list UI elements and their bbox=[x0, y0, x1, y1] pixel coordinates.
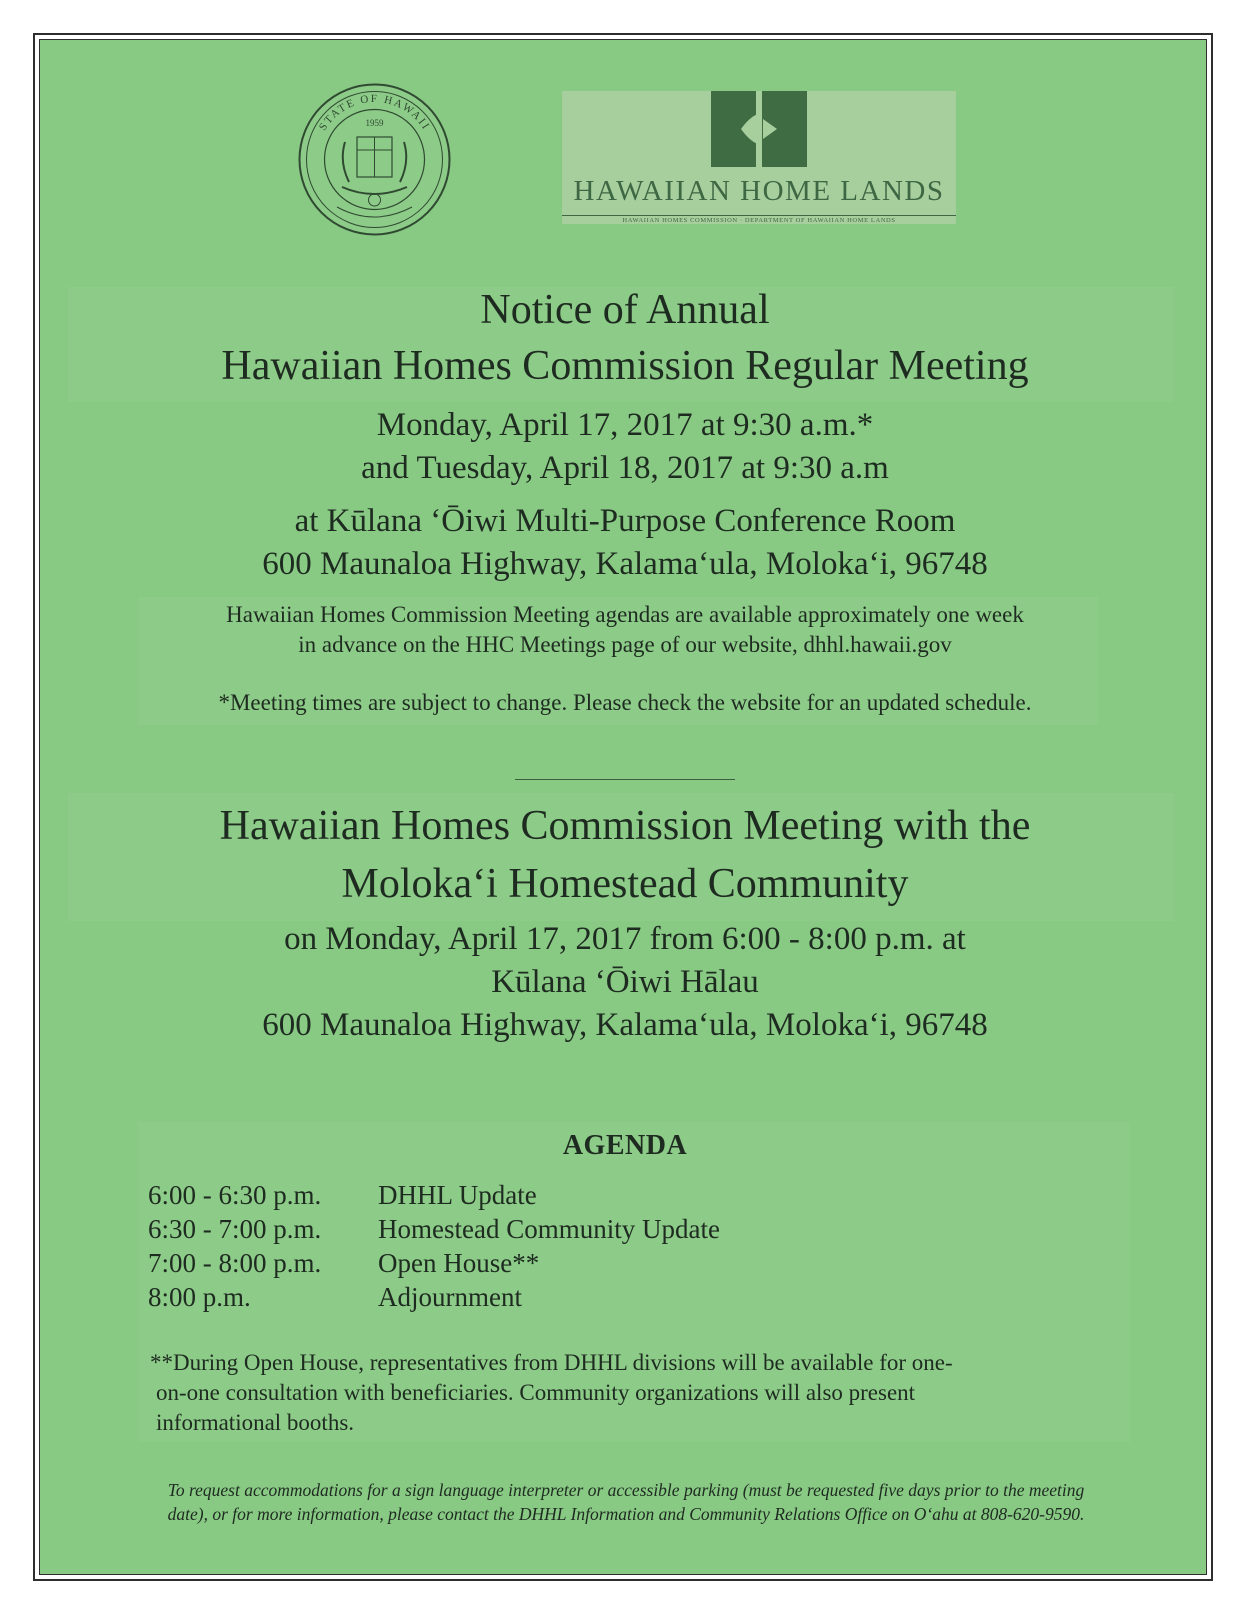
leaf-icon bbox=[711, 91, 807, 167]
community-venue-line: Kūlana ʻŌiwi Hālau bbox=[491, 964, 759, 1000]
agenda-item: Homestead Community Update bbox=[378, 1214, 720, 1244]
agenda-item: Adjournment bbox=[378, 1282, 522, 1312]
open-house-note-line3: informational booths. bbox=[156, 1410, 355, 1435]
community-title-line2: Molokaʻi Homestead Community bbox=[341, 861, 909, 907]
logo-name: HAWAIIAN HOME LANDS bbox=[573, 175, 945, 207]
notice-info-line1: Hawaiian Homes Commission Meeting agendas are available approximately one week bbox=[226, 602, 1024, 627]
svg-text:STATE OF HAWAII: STATE OF HAWAII bbox=[316, 92, 433, 133]
hawaiian-home-lands-logo bbox=[562, 91, 956, 224]
notice-location-line2: 600 Maunaloa Highway, Kalamaʻula, Molokaʻi, 96748 bbox=[262, 546, 988, 582]
agenda-time: 6:00 - 6:30 p.m. bbox=[148, 1180, 322, 1210]
state-seal-icon bbox=[297, 82, 452, 237]
agenda-item: Open House** bbox=[378, 1248, 540, 1278]
notice-date-line1: Monday, April 17, 2017 at 9:30 a.m.* bbox=[376, 407, 874, 443]
section-divider bbox=[515, 779, 735, 780]
community-date-line: on Monday, April 17, 2017 from 6:00 - 8:00 p.m. at bbox=[284, 921, 966, 957]
agenda-item: DHHL Update bbox=[378, 1180, 537, 1210]
open-house-note-line2: on-one consultation with beneficiaries. Community organizations will also present bbox=[156, 1380, 916, 1405]
notice-info-line2: in advance on the HHC Meetings page of our website, dhhl.hawaii.gov bbox=[298, 632, 952, 657]
agenda-time: 8:00 p.m. bbox=[148, 1282, 251, 1312]
logo-mark bbox=[711, 91, 807, 167]
notice-title-line1: Notice of Annual bbox=[480, 287, 770, 333]
agenda-title: AGENDA bbox=[562, 1130, 688, 1161]
agenda-time: 6:30 - 7:00 p.m. bbox=[148, 1214, 322, 1244]
svg-text:1959: 1959 bbox=[365, 118, 384, 128]
community-title-line1: Hawaiian Homes Commission Meeting with the bbox=[219, 803, 1031, 849]
footer-line1: To request accommodations for a sign language interpreter or accessible parking (must be requested five days prior to the meeting bbox=[167, 1480, 1085, 1500]
notice-title-line2: Hawaiian Homes Commission Regular Meeting bbox=[221, 343, 1029, 389]
accommodations-footer bbox=[86, 1478, 1166, 1526]
agenda-time: 7:00 - 8:00 p.m. bbox=[148, 1248, 322, 1278]
logo-subtitle: HAWAIIAN HOMES COMMISSION · DEPARTMENT OF HAWAIIAN HOME LANDS bbox=[562, 215, 956, 224]
notice-date-line2: and Tuesday, April 18, 2017 at 9:30 a.m bbox=[361, 450, 889, 486]
notice-disclaimer: *Meeting times are subject to change. Please check the website for an updated schedule. bbox=[218, 690, 1032, 715]
notice-location-line1: at Kūlana ʻŌiwi Multi-Purpose Conference Room bbox=[294, 503, 956, 539]
footer-line2: date), or for more information, please contact the DHHL Information and Community Relations Office on Oʻahu at 808-620-9590. bbox=[167, 1504, 1085, 1524]
community-address-line: 600 Maunaloa Highway, Kalamaʻula, Molokaʻi, 96748 bbox=[262, 1007, 988, 1043]
open-house-note-line1: **During Open House, representatives from DHHL divisions will be available for one- bbox=[150, 1350, 953, 1375]
